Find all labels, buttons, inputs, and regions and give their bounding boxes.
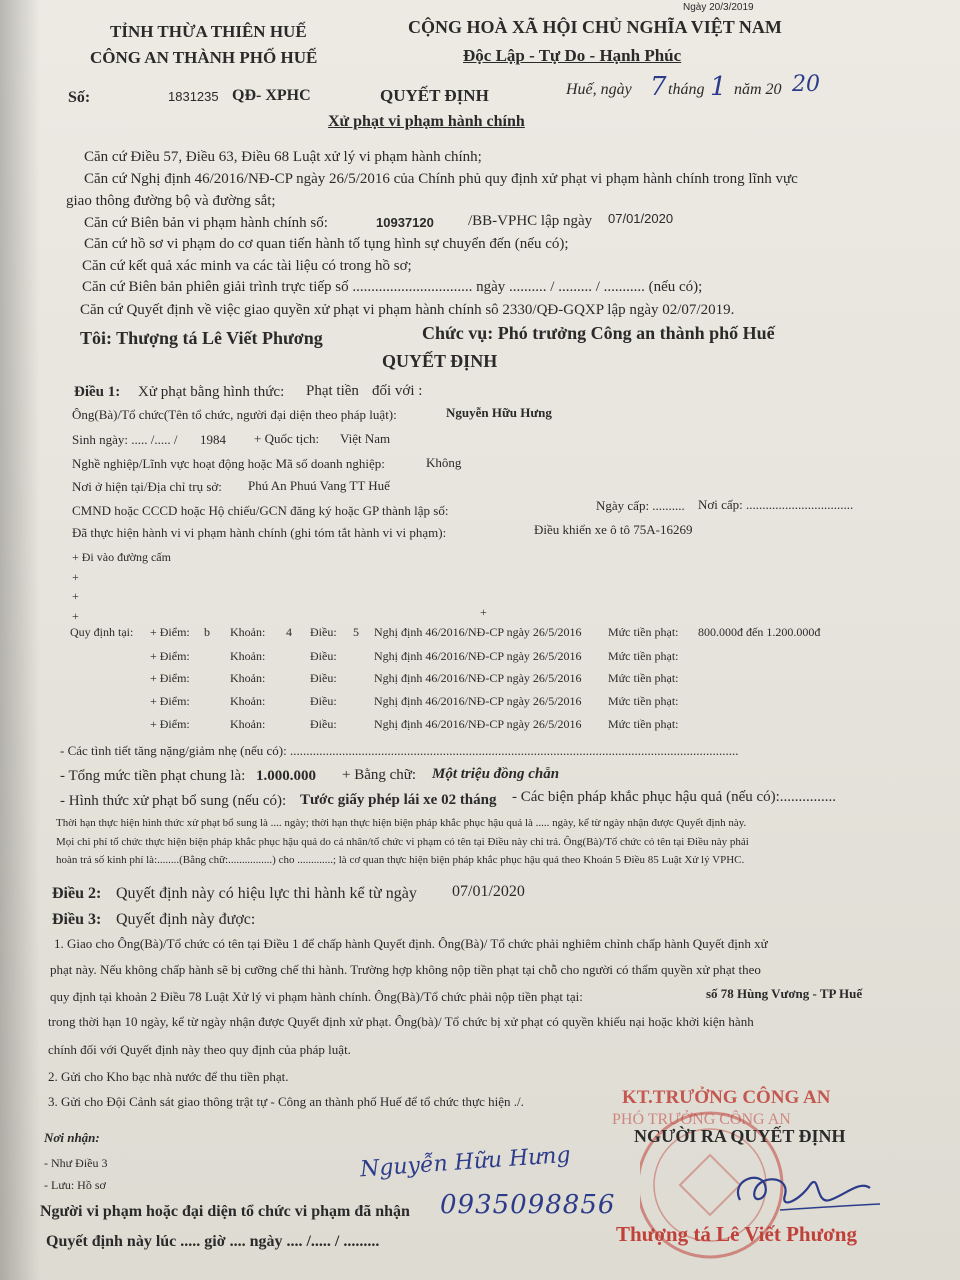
violation-item: + [72, 589, 79, 603]
violation-label: Đã thực hiện hành vi vi phạm hành chính (ghi tóm tắt hành vi vi phạm): [72, 525, 447, 540]
total-value: 1.000.000 [256, 768, 316, 784]
basis-line: Căn cứ Biên bản vi phạm hành chính số: [84, 215, 328, 231]
article-value: 5 [353, 625, 359, 639]
article-label: Điều: [310, 625, 337, 639]
article3-p2: 2. Gửi cho Kho bạc nhà nước để thu tiền phạt. [48, 1069, 289, 1084]
article-label: Điều: [310, 671, 337, 685]
month-handwritten: 1 [710, 72, 727, 102]
province-name: TỈNH THỪA THIÊN HUẾ [110, 22, 307, 41]
aggravating-line: - Các tình tiết tăng nặng/giảm nhẹ (nếu có): .......................................................................................................................................... [60, 743, 739, 758]
decree-reference: Nghị định 46/2016/NĐ-CP ngày 26/5/2016 [374, 625, 582, 639]
point-value: b [204, 625, 210, 639]
decree-reference: Nghị định 46/2016/NĐ-CP ngày 26/5/2016 [374, 694, 582, 708]
against-label: đối với : [372, 383, 423, 399]
basis-line: Căn cứ hồ sơ vi phạm do cơ quan tiến hành tố tụng hình sự chuyển đến (nếu có); [84, 236, 569, 252]
payment-place: số 78 Hùng Vương - TP Huế [706, 986, 863, 1001]
basis-line: Căn cứ Biên bản phiên giải trình trực tiếp số ................................ ngày .......... / ......... / ........... (nếu có); [82, 279, 703, 295]
received-label: Người vi phạm hoặc đại diện tổ chức vi phạm đã nhận [40, 1203, 410, 1220]
basis-line: Căn cứ kết quả xác minh va các tài liệu có trong hồ sơ; [82, 258, 412, 274]
receipt-time-label: Quyết định này lúc ..... giờ .... ngày .... /..... / ......... [46, 1233, 380, 1250]
point-label: + Điểm: [150, 717, 190, 731]
year-label: năm 20 [734, 81, 782, 98]
fine-label: Mức tiền phạt: [608, 625, 679, 639]
violator-name-handwritten: Nguyễn Hữu Hưng [359, 1142, 572, 1183]
article-label: Điều: [310, 717, 337, 731]
decision-heading: QUYẾT ĐỊNH [382, 351, 498, 371]
official-position: Chức vụ: Phó trưởng Công an thành phố Huế [422, 323, 775, 343]
clause-value: 4 [286, 625, 292, 639]
clause-label: Khoản: [230, 625, 266, 639]
point-label: + Điểm: [150, 649, 190, 663]
issue-date: Ngày cấp: .......... [596, 498, 685, 513]
term-line: hoàn trả số kinh phí là:........(Bằng chữ:................) cho .............; là cơ quan thực hiện biện pháp khắc phục hậu quả theo Khoản 5 Điều 85 Luật Xử lý VPHC. [56, 854, 745, 866]
record-number: 10937120 [376, 215, 434, 230]
article3-p1: 1. Giao cho Ông(Bà)/Tổ chức có tên tại Điều 1 để chấp hành Quyết định. Ông(Bà)/ Tổ chức phải nghiêm chỉnh chấp hành Quyết định xử [54, 936, 768, 951]
article3-text: Quyết định này được: [116, 911, 256, 928]
month-label: tháng [668, 81, 705, 98]
clause-label: Khoản: [230, 694, 266, 708]
address-label: Nơi ở hiện tại/Địa chỉ trụ sở: [72, 479, 222, 494]
document-title: QUYẾT ĐỊNH [380, 86, 489, 105]
country-name: CỘNG HOÀ XÃ HỘI CHỦ NGHĨA VIỆT NAM [408, 17, 782, 37]
clause-label: Khoản: [230, 649, 266, 663]
number-value: 1831235 [168, 89, 219, 104]
job-value: Không [426, 455, 462, 470]
record-date: 07/01/2020 [608, 211, 674, 226]
fine-label: Mức tiền phạt: [608, 671, 679, 685]
article3-label: Điều 3: [52, 911, 102, 928]
recipient-item: - Như Điều 3 [44, 1156, 108, 1170]
article2-text: Quyết định này có hiệu lực thi hành kể từ ngày [116, 885, 417, 902]
agency-name: CÔNG AN THÀNH PHỐ HUẾ [90, 48, 318, 67]
stamp-subtitle: PHÓ TRƯỞNG CÔNG AN [612, 1111, 791, 1128]
article-label: Điều: [310, 649, 337, 663]
dob-label: Sinh ngày: ..... /..... / [72, 432, 178, 447]
recipient-item: - Lưu: Hồ sơ [44, 1178, 106, 1192]
violation-value: Điều khiển xe ô tô 75A-16269 [534, 522, 693, 537]
violation-item: + [72, 570, 79, 584]
decree-reference: Nghị định 46/2016/NĐ-CP ngày 26/5/2016 [374, 671, 582, 685]
article3-p1: chính đối với Quyết định này theo quy định của pháp luật. [48, 1042, 351, 1057]
day-handwritten: 7 [650, 72, 667, 102]
penalty-form-label: Xử phạt bằng hình thức: [138, 384, 285, 400]
article3-p3: 3. Gửi cho Đội Cảnh sát giao thông trật tự - Công an thành phố Huế để tổ chức thực hiện ./. [48, 1094, 524, 1109]
clause-label: Khoản: [230, 717, 266, 731]
nationality-value: Việt Nam [340, 431, 391, 446]
basis-line: Căn cứ Quyết định về việc giao quyền xử phạt vi phạm hành chính sô 2330/QĐ-GQXP lập ngày 02/07/2019. [80, 302, 735, 318]
motto: Độc Lập - Tự Do - Hạnh Phúc [463, 46, 682, 65]
penalty-form-value: Phạt tiền [306, 383, 359, 399]
person-value: Nguyễn Hữu Hưng [446, 405, 552, 420]
fine-label: Mức tiền phạt: [608, 649, 679, 663]
person-label: Ông(Bà)/Tổ chức(Tên tổ chức, người đại diện theo pháp luật): [72, 407, 397, 422]
violation-item: + [72, 609, 79, 623]
year-handwritten: 20 [792, 72, 820, 97]
id-label: CMND hoặc CCCD hoặc Hộ chiếu/GCN đăng ký hoặc GP thành lập số: [72, 503, 449, 518]
violation-item-extra: + [480, 605, 487, 619]
place-date: Huế, ngày [566, 81, 632, 98]
article3-p1: trong thời hạn 10 ngày, kể từ ngày nhận được Quyết định xử phạt. Ông(bà)/ Tổ chức bị xử phạt có quyền khiếu nại hoặc khởi kiện hành [48, 1014, 754, 1029]
stamp-title: KT.TRƯỞNG CÔNG AN [622, 1087, 831, 1108]
basis-line: Căn cứ Nghị định 46/2016/NĐ-CP ngày 26/5/2016 của Chính phủ quy định xử phạt vi phạm hành chính trong lĩnh vực [84, 171, 798, 187]
point-label: + Điểm: [150, 625, 190, 639]
point-label: + Điểm: [150, 671, 190, 685]
issue-place: Nơi cấp: ................................. [698, 497, 854, 512]
fine-label: Mức tiền phạt: [608, 717, 679, 731]
words-value: Một triệu đồng chẵn [432, 766, 560, 782]
number-suffix: QĐ- XPHC [232, 87, 311, 104]
article-label: Điều: [310, 694, 337, 708]
document-subtitle: Xử phạt vi phạm hành chính [328, 113, 525, 130]
official-name: Tôi: Thượng tá Lê Viết Phương [80, 328, 323, 348]
decree-reference: Nghị định 46/2016/NĐ-CP ngày 26/5/2016 [374, 717, 582, 731]
total-label: - Tổng mức tiền phạt chung là: [60, 768, 246, 784]
article1-label: Điều 1: [74, 384, 121, 400]
address-value: Phú An Phuú Vang TT Huế [248, 478, 390, 493]
clause-label: Khoản: [230, 671, 266, 685]
regulation-lead: Quy định tại: [70, 625, 134, 639]
fine-label: Mức tiền phạt: [608, 694, 679, 708]
number-label: Số: [68, 89, 91, 106]
additional-label: - Hình thức xử phạt bổ sung (nếu có): [60, 793, 287, 809]
term-line: Mọi chi phí tổ chức thực hiện biện pháp khắc phục hậu quả do cá nhân/tổ chức vi phạm có tên tại Điều này chi trả. Ông(Bà)/Tổ chức có tên tại Điều này phải [56, 836, 749, 848]
point-label: + Điểm: [150, 694, 190, 708]
nationality-label: + Quốc tịch: [254, 431, 320, 446]
job-label: Nghề nghiệp/Lĩnh vực hoạt động hoặc Mã số doanh nghiệp: [72, 456, 385, 471]
remedy-label: - Các biện pháp khắc phục hậu quả (nếu có):............... [512, 789, 837, 805]
dob-year: 1984 [200, 432, 226, 447]
fine-value: 800.000đ đến 1.200.000đ [698, 625, 821, 639]
signer-name: Thượng tá Lê Viết Phương [616, 1222, 857, 1246]
article3-p1: phạt này. Nếu không chấp hành sẽ bị cưỡng chế thi hành. Trường hợp không nộp tiền phạt tại chỗ cho người có thẩm quyền xử phạt theo [50, 962, 761, 977]
basis-line: /BB-VPHC lập ngày [468, 213, 593, 229]
top-date: Ngày 20/3/2019 [683, 2, 754, 13]
article2-label: Điều 2: [52, 885, 102, 902]
decider-signature [720, 1160, 890, 1220]
recipients-label: Nơi nhận: [44, 1130, 100, 1145]
decider-label: NGƯỜI RA QUYẾT ĐỊNH [634, 1126, 846, 1146]
decree-reference: Nghị định 46/2016/NĐ-CP ngày 26/5/2016 [374, 649, 582, 663]
article3-p1: quy định tại khoản 2 Điều 78 Luật Xử lý vi phạm hành chính. Ông(Bà)/Tổ chức phải nộp tiền phạt tại: [50, 989, 583, 1004]
basis-line: giao thông đường bộ và đường sắt; [66, 193, 276, 209]
basis-line: Căn cứ Điều 57, Điều 63, Điều 68 Luật xử lý vi phạm hành chính; [84, 149, 482, 165]
additional-value: Tước giấy phép lái xe 02 tháng [300, 792, 497, 808]
article2-date: 07/01/2020 [452, 883, 525, 900]
violation-item: + Đi vào đường cấm [72, 550, 171, 564]
phone-handwritten: 0935098856 [440, 1190, 616, 1220]
words-label: + Bằng chữ: [342, 767, 417, 783]
term-line: Thời hạn thực hiện hình thức xử phạt bổ sung là .... ngày; thời hạn thực hiện biện pháp khắc phục hậu quả là ..... ngày, kể từ ngày nhận được Quyết định này. [56, 817, 747, 829]
